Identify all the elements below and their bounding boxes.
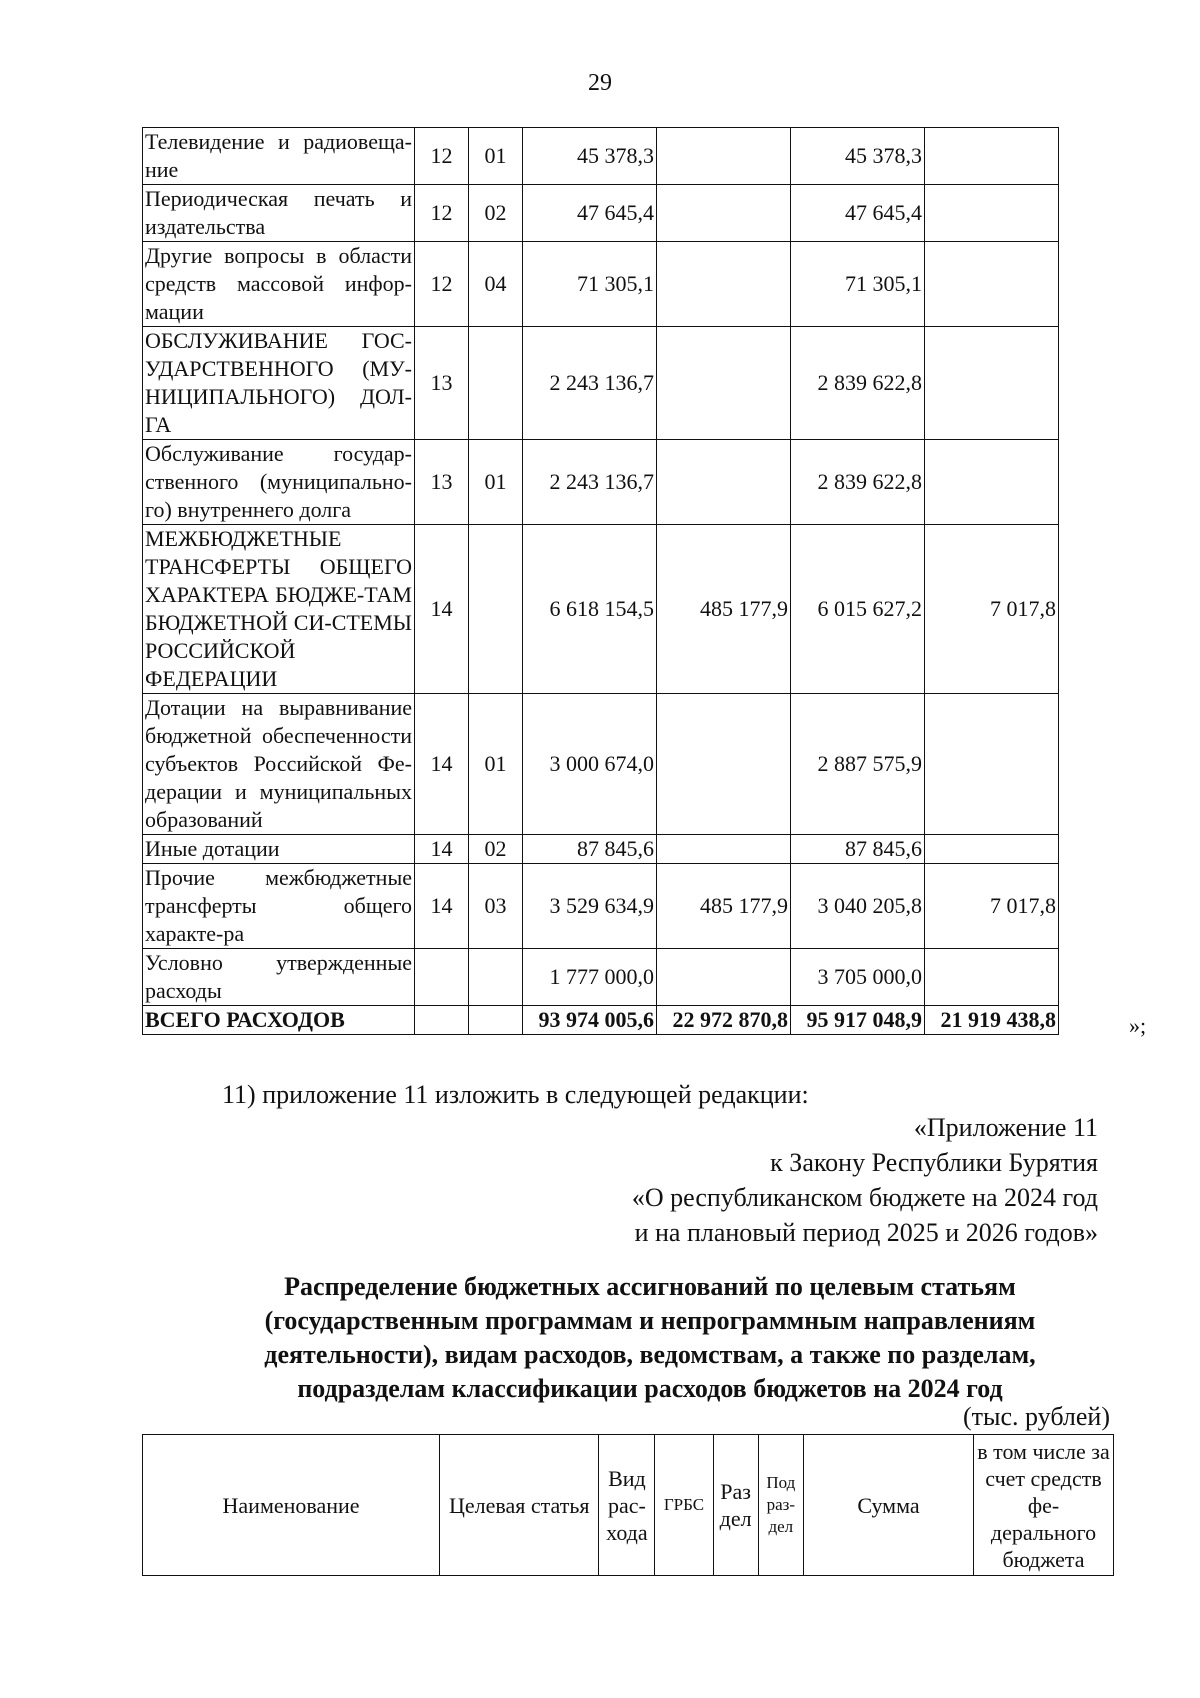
row-sum-3: 2 839 622,8 [791,327,925,440]
row-sum-4 [925,694,1059,835]
appendix-line: «Приложение 11 [913,1113,1098,1142]
header-federal-share: в том числе за счет средств фе-дерального бюджета [974,1435,1114,1576]
appendix-line: «О республиканском бюджете на 2024 год [631,1183,1098,1212]
row-name: Телевидение и радиовеща-ние [143,128,415,185]
title-line: (государственным программам и непрограммным направлениям [264,1306,1036,1335]
appendix-header [500,1110,1098,1250]
table-row [143,694,1165,835]
row-sum-1: 45 378,3 [523,128,657,185]
row-sum-2 [657,242,791,327]
row-sum-2: 485 177,9 [657,864,791,949]
row-podrazdel: 03 [469,864,523,949]
total-label: ВСЕГО РАСХОДОВ [143,1006,415,1035]
header-razdel: Раз дел [713,1435,758,1576]
row-sum-2 [657,185,791,242]
row-sum-1: 87 845,6 [523,835,657,864]
row-sum-3: 6 015 627,2 [791,525,925,694]
row-razdel: 14 [415,864,469,949]
row-sum-2 [657,128,791,185]
row-podrazdel: 01 [469,440,523,525]
row-sum-4 [925,327,1059,440]
row-razdel [415,949,469,1006]
row-sum-4 [925,440,1059,525]
table-row [143,525,1165,694]
row-sum-1: 2 243 136,7 [523,440,657,525]
table-row [143,864,1165,949]
row-sum-3: 45 378,3 [791,128,925,185]
row-sum-2 [657,835,791,864]
title-line: подразделам классификации расходов бюджетов на 2024 год [297,1374,1003,1403]
row-razdel: 12 [415,128,469,185]
title-line: Распределение бюджетных ассигнований по целевым статьям [284,1272,1016,1301]
table-row [143,327,1165,440]
row-name: МЕЖБЮДЖЕТНЫЕ ТРАНСФЕРТЫ ОБЩЕГО ХАРАКТЕРА БЮДЖЕ-ТАМ БЮДЖЕТНОЙ СИ-СТЕМЫ РОССИЙСКОЙ ФЕДЕРАЦИИ [143,525,415,694]
row-sum-1: 3 000 674,0 [523,694,657,835]
total-sum-2: 22 972 870,8 [657,1006,791,1035]
row-sum-1: 6 618 154,5 [523,525,657,694]
total-razdel [415,1006,469,1035]
row-sum-3: 71 305,1 [791,242,925,327]
row-podrazdel: 01 [469,694,523,835]
row-name: Прочие межбюджетные трансферты общего характе-ра [143,864,415,949]
appendix-line: и на плановый период 2025 и 2026 годов» [634,1218,1098,1247]
row-podrazdel: 04 [469,242,523,327]
row-sum-4 [925,128,1059,185]
row-sum-4 [925,949,1059,1006]
row-sum-4 [925,185,1059,242]
total-sum-4: 21 919 438,8 [925,1006,1059,1035]
table-row [143,835,1165,864]
row-sum-2 [657,440,791,525]
header-expense-type: Вид рас-хода [599,1435,655,1576]
appendix-line: к Закону Республики Бурятия [770,1148,1098,1177]
header-name: Наименование [143,1435,440,1576]
page-number: 29 [588,70,612,96]
row-sum-2 [657,949,791,1006]
amendment-text: 11) приложение 11 изложить в следующей редакции: [222,1080,809,1109]
row-sum-4 [925,835,1059,864]
row-sum-2 [657,694,791,835]
row-sum-4: 7 017,8 [925,864,1059,949]
table-row [143,185,1165,242]
row-sum-1: 47 645,4 [523,185,657,242]
row-podrazdel: 02 [469,835,523,864]
row-razdel: 13 [415,440,469,525]
closing-quote-mark: »; [1129,1013,1147,1038]
total-podrazdel [469,1006,523,1035]
document-title [150,1270,1150,1406]
row-razdel: 14 [415,525,469,694]
row-sum-3: 3 705 000,0 [791,949,925,1006]
row-podrazdel [469,525,523,694]
row-sum-4 [925,242,1059,327]
row-name: Другие вопросы в области средств массовой инфор-мации [143,242,415,327]
row-podrazdel [469,949,523,1006]
row-sum-3: 3 040 205,8 [791,864,925,949]
row-sum-2: 485 177,9 [657,525,791,694]
table-row [143,128,1165,185]
row-sum-4: 7 017,8 [925,525,1059,694]
row-sum-1: 71 305,1 [523,242,657,327]
row-sum-2 [657,327,791,440]
total-sum-1: 93 974 005,6 [523,1006,657,1035]
row-razdel: 14 [415,835,469,864]
total-row [143,1006,1165,1035]
row-sum-3: 87 845,6 [791,835,925,864]
row-sum-3: 2 839 622,8 [791,440,925,525]
row-podrazdel: 01 [469,128,523,185]
row-sum-1: 1 777 000,0 [523,949,657,1006]
row-name: Условно утвержденные расходы [143,949,415,1006]
row-sum-3: 47 645,4 [791,185,925,242]
row-podrazdel [469,327,523,440]
table-row [143,949,1165,1006]
table-row [143,242,1165,327]
header-target-article: Целевая статья [440,1435,599,1576]
row-razdel: 13 [415,327,469,440]
distribution-header-table [142,1434,1114,1576]
row-podrazdel: 02 [469,185,523,242]
row-name: ОБСЛУЖИВАНИЕ ГОС-УДАРСТВЕННОГО (МУ-НИЦИПАЛЬНОГО) ДОЛ-ГА [143,327,415,440]
total-sum-3: 95 917 048,9 [791,1006,925,1035]
header-grbs: ГРБС [655,1435,713,1576]
row-sum-1: 3 529 634,9 [523,864,657,949]
units-label: (тыс. рублей) [962,1402,1110,1431]
title-line: деятельности), видам расходов, ведомствам, а также по разделам, [264,1340,1036,1369]
row-name: Дотации на выравнивание бюджетной обеспеченности субъектов Российской Фе-дерации и муниципальных образований [143,694,415,835]
row-sum-1: 2 243 136,7 [523,327,657,440]
header-podrazdel: Под раз-дел [758,1435,803,1576]
row-razdel: 12 [415,242,469,327]
row-sum-3: 2 887 575,9 [791,694,925,835]
row-name: Иные дотации [143,835,415,864]
row-name: Периодическая печать и издательства [143,185,415,242]
row-razdel: 12 [415,185,469,242]
row-razdel: 14 [415,694,469,835]
budget-section-table [142,127,1165,1035]
header-sum: Сумма [803,1435,973,1576]
row-name: Обслуживание государ-ственного (муниципально-го) внутреннего долга [143,440,415,525]
table-row [143,440,1165,525]
